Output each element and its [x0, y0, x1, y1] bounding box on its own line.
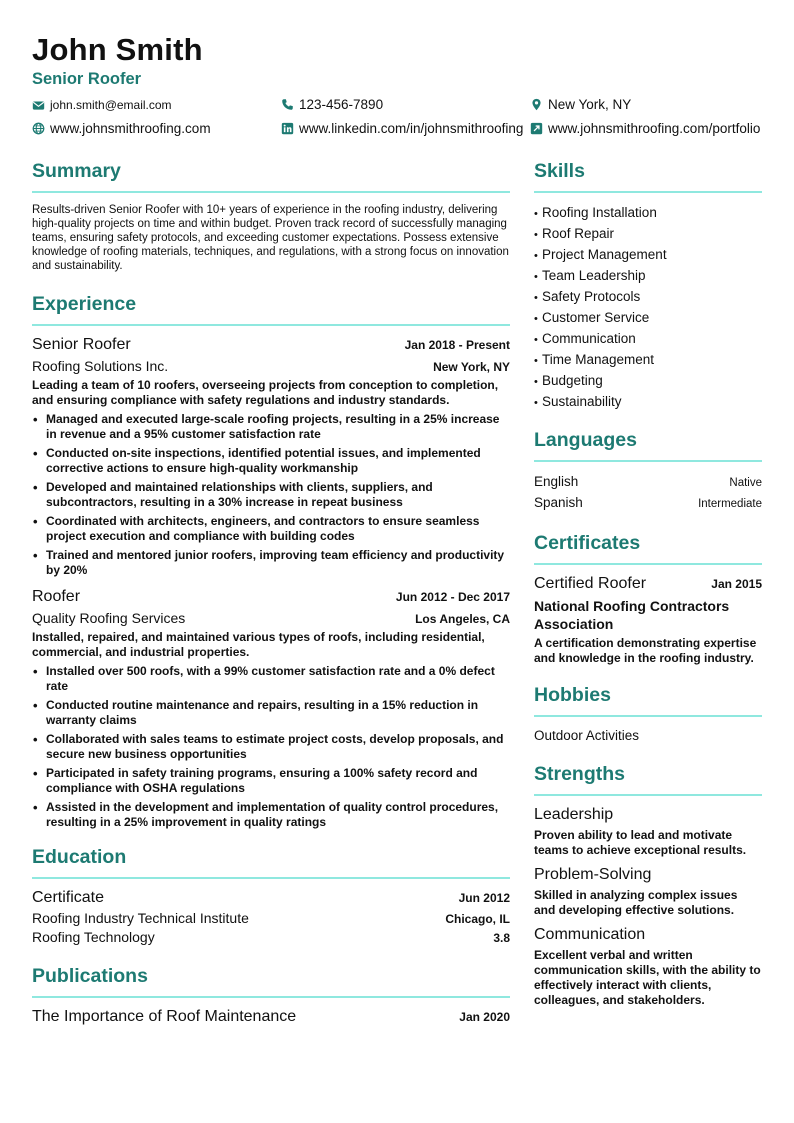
- skill-label: Project Management: [542, 247, 667, 262]
- contact-linkedin[interactable]: [281, 121, 523, 136]
- skill-item: [534, 266, 762, 287]
- achievement-item: • Conducted on-site inspections, identified potential issues, and implemented corrective actions to ensure high-quality workmanship: [32, 446, 510, 476]
- languages-section: [534, 429, 762, 514]
- contact-location-text: New York, NY: [548, 97, 632, 112]
- bullet-dot: •: [534, 250, 538, 262]
- skills-section: [534, 160, 762, 413]
- contact-website[interactable]: [32, 121, 211, 136]
- publications-section: [32, 965, 510, 1026]
- strength-description: Skilled in analyzing complex issues and developing effective solutions.: [534, 888, 738, 917]
- certificate-issuer: National Roofing Contractors Association: [534, 598, 730, 632]
- skills-heading: Skills: [534, 160, 762, 193]
- job-date: Jan 2018 - Present: [404, 338, 510, 352]
- education-degree: Certificate: [32, 889, 105, 906]
- achievement-item: • Developed and maintained relationships with clients, suppliers, and subcontractors, resulting in a 30% increase in repeat business: [32, 480, 510, 510]
- contact-email[interactable]: [32, 98, 172, 112]
- summary-text: Results-driven Senior Roofer with 10+ years of experience in the roofing industry, delivering high-quality projects on time and within budget. Proven track record of successfully managing teams, ensuring safety protocols, and exceeding customer expectations. Possess extensive knowledge of roofing materials, techniques, and regulations, with a strong focus on innovation and sustainability.: [32, 204, 509, 272]
- job-achievements: [32, 664, 510, 830]
- bullet-dot: •: [534, 292, 538, 304]
- job-title: Roofer: [32, 588, 81, 605]
- bullet-dot: •: [534, 334, 538, 346]
- map-pin-icon: [530, 98, 543, 111]
- skill-label: Safety Protocols: [542, 289, 641, 304]
- education-gpa: 3.8: [493, 931, 510, 945]
- right-column: [534, 160, 762, 1016]
- job-title: Senior Roofer: [32, 336, 131, 353]
- experience-heading: Experience: [32, 293, 510, 326]
- skill-item: [534, 371, 762, 392]
- skill-item: [534, 308, 762, 329]
- contact-linkedin-text: www.linkedin.com/in/johnsmithroofing: [299, 121, 524, 136]
- language-name: English: [534, 474, 579, 489]
- experience-section: [32, 293, 510, 830]
- globe-icon: [32, 122, 45, 135]
- achievement-item: • Installed over 500 roofs, with a 99% customer satisfaction rate and a 0% defect rate: [32, 664, 510, 694]
- skill-label: Roof Repair: [542, 226, 615, 241]
- certificates-section: [534, 532, 762, 666]
- phone-icon: [281, 98, 294, 111]
- achievement-item: • Coordinated with architects, engineers, and contractors to ensure seamless project execution and compliance with building codes: [32, 514, 510, 544]
- skill-item: [534, 203, 762, 224]
- contact-phone[interactable]: [281, 97, 383, 112]
- strength-name: Problem-Solving: [534, 866, 652, 883]
- achievement-item: • Collaborated with sales teams to estimate project costs, develop proposals, and secure new business opportunities: [32, 732, 510, 762]
- candidate-role: Senior Roofer: [32, 70, 142, 88]
- job-date: Jun 2012 - Dec 2017: [395, 590, 510, 604]
- job-location: New York, NY: [433, 360, 510, 374]
- left-column: [32, 160, 510, 1026]
- company-name: Roofing Solutions Inc.: [32, 358, 169, 374]
- skill-label: Budgeting: [542, 373, 603, 388]
- bullet-dot: •: [534, 271, 538, 283]
- skill-label: Sustainability: [542, 394, 622, 409]
- education-section: [32, 846, 510, 945]
- achievement-item: • Assisted in the development and implementation of quality control procedures, resulting in a 25% improvement in quality ratings: [32, 800, 510, 830]
- job-description: Leading a team of 10 roofers, overseeing projects from conception to completion, and ensuring compliance with safety regulations and industry standards.: [32, 378, 499, 407]
- candidate-name: John Smith: [32, 32, 203, 67]
- bullet-dot: •: [534, 397, 538, 409]
- publication-name: The Importance of Roof Maintenance: [32, 1008, 297, 1025]
- strengths-heading: Strengths: [534, 763, 762, 796]
- experience-item: [32, 336, 510, 578]
- skill-label: Customer Service: [542, 310, 650, 325]
- skill-label: Roofing Installation: [542, 205, 657, 220]
- publications-heading: Publications: [32, 965, 510, 998]
- achievement-item: • Trained and mentored junior roofers, improving team efficiency and productivity by 20%: [32, 548, 510, 578]
- strength-description: Excellent verbal and written communication skills, with the ability to effectively interact with clients, colleagues, and stakeholders.: [534, 948, 761, 1007]
- contact-portfolio[interactable]: [530, 121, 760, 136]
- skill-label: Communication: [542, 331, 636, 346]
- strength-name: Communication: [534, 926, 646, 943]
- linkedin-icon: [281, 122, 294, 135]
- job-description: Installed, repaired, and maintained various types of roofs, including residential, commercial, and industrial properties.: [32, 630, 485, 659]
- language-item: [534, 472, 762, 493]
- skill-item: [534, 329, 762, 350]
- publication-date: Jan 2020: [459, 1010, 510, 1024]
- contact-email-text: john.smith@email.com: [50, 98, 172, 112]
- bullet-dot: •: [534, 355, 538, 367]
- achievement-item: • Conducted routine maintenance and repairs, resulting in a 15% reduction in warranty claims: [32, 698, 510, 728]
- skill-item: [534, 350, 762, 371]
- hobbies-section: [534, 684, 762, 745]
- strength-description: Proven ability to lead and motivate teams to achieve exceptional results.: [534, 828, 747, 857]
- education-field: Roofing Technology: [32, 929, 155, 945]
- skill-label: Time Management: [542, 352, 655, 367]
- bullet-dot: •: [534, 208, 538, 220]
- experience-item: [32, 588, 510, 830]
- certificate-name: Certified Roofer: [534, 575, 647, 592]
- skills-list: [534, 203, 762, 413]
- skill-item: [534, 392, 762, 413]
- summary-heading: Summary: [32, 160, 510, 193]
- bullet-dot: •: [534, 229, 538, 241]
- language-level: Native: [729, 477, 762, 489]
- contact-portfolio-text: www.johnsmithroofing.com/portfolio: [548, 121, 761, 136]
- job-location: Los Angeles, CA: [415, 612, 510, 626]
- certificate-description: A certification demonstrating expertise and knowledge in the roofing industry.: [534, 636, 757, 665]
- contact-phone-text: 123-456-7890: [299, 97, 384, 112]
- education-date: Jun 2012: [458, 891, 510, 905]
- strengths-section: [534, 763, 762, 1008]
- language-item: [534, 493, 762, 514]
- bullet-dot: •: [534, 313, 538, 325]
- certificate-date: Jan 2015: [711, 577, 762, 591]
- education-institution: Roofing Industry Technical Institute: [32, 910, 249, 926]
- contact-website-text: www.johnsmithroofing.com: [50, 121, 211, 136]
- envelope-icon: [32, 99, 45, 112]
- skill-item: [534, 245, 762, 266]
- contact-location: [530, 97, 631, 112]
- languages-heading: Languages: [534, 429, 762, 462]
- portfolio-link-icon: [530, 122, 543, 135]
- education-heading: Education: [32, 846, 510, 879]
- skill-label: Team Leadership: [542, 268, 646, 283]
- achievement-item: • Managed and executed large-scale roofing projects, resulting in a 25% increase in revenue and a 95% customer satisfaction rate: [32, 412, 510, 442]
- skill-item: [534, 224, 762, 245]
- hobby-item: Outdoor Activities: [534, 728, 640, 743]
- education-location: Chicago, IL: [445, 912, 510, 926]
- job-achievements: [32, 412, 510, 578]
- skill-item: [534, 287, 762, 308]
- language-name: Spanish: [534, 495, 583, 510]
- language-level: Intermediate: [698, 498, 762, 510]
- hobbies-heading: Hobbies: [534, 684, 762, 717]
- bullet-dot: •: [534, 376, 538, 388]
- achievement-item: • Participated in safety training programs, ensuring a 100% safety record and compliance with OSHA regulations: [32, 766, 510, 796]
- summary-section: [32, 160, 510, 273]
- certificates-heading: Certificates: [534, 532, 762, 565]
- strength-name: Leadership: [534, 806, 614, 823]
- company-name: Quality Roofing Services: [32, 610, 186, 626]
